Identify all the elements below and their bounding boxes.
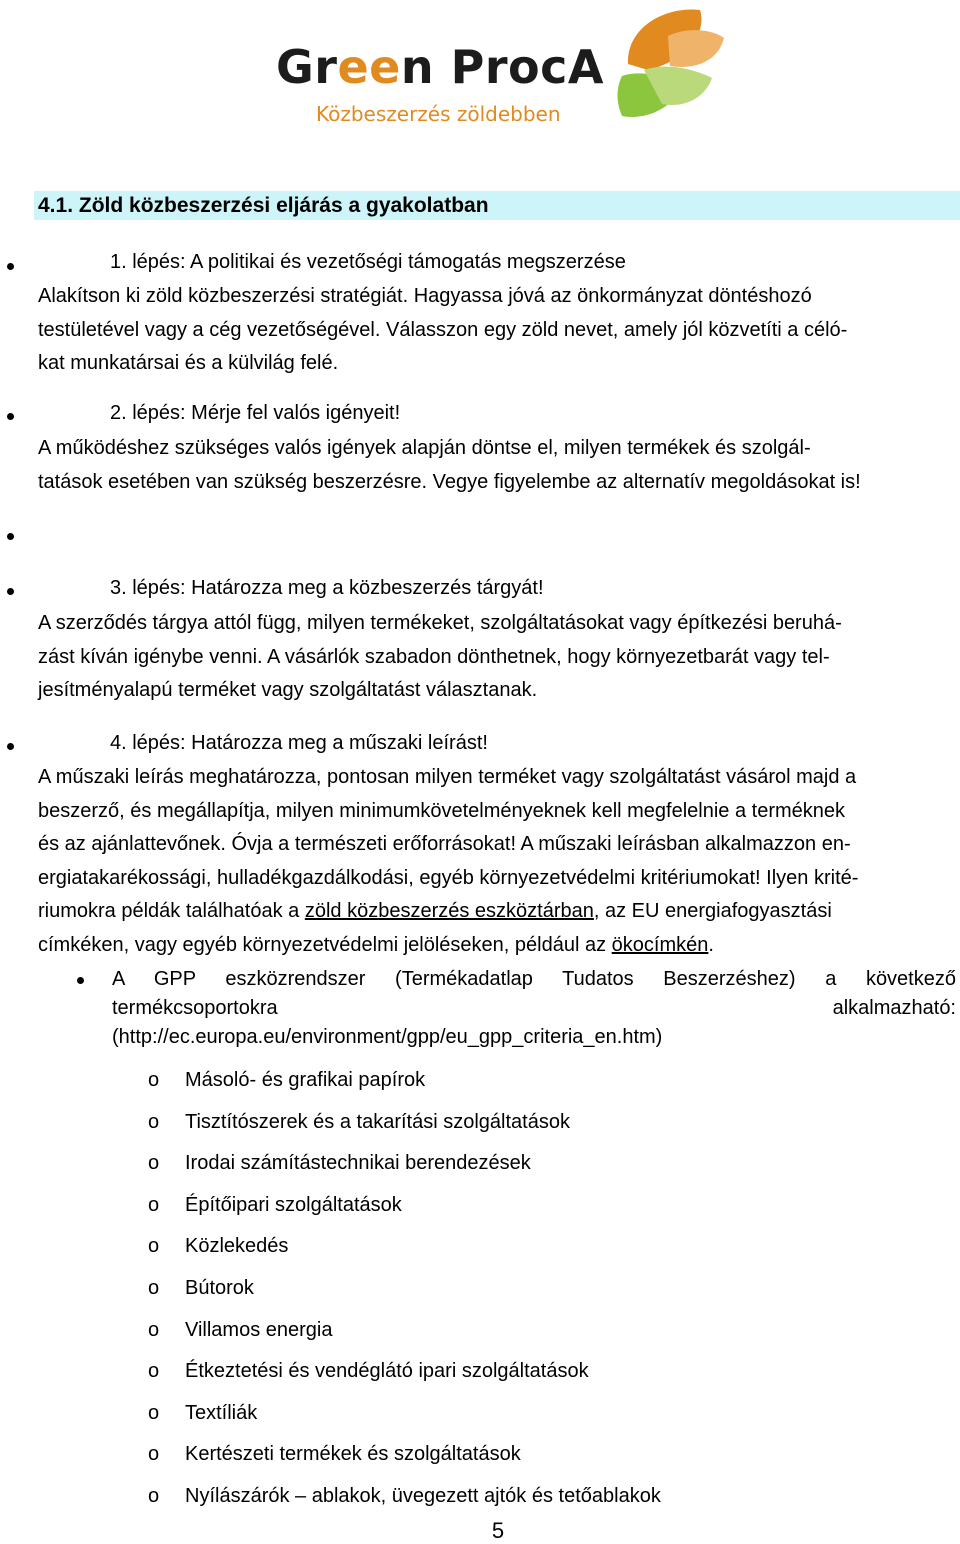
circle-bullet-icon: o [148,1360,160,1383]
list-item: o Villamos energia [148,1310,661,1352]
circle-bullet-icon: o [148,1152,160,1175]
ecolabel-link[interactable]: ökocímkén [611,933,709,956]
toolkit-link[interactable]: zöld közbeszerzés eszköztárban [304,900,594,922]
paragraph-line: jesítményalapú terméket vagy szolgáltatást választanak. [38,679,538,701]
circle-bullet-icon: o [148,1110,160,1133]
step-3-title: 3. lépés: Határozza meg a közbeszerzés tárgyát! [110,577,544,599]
paragraph-line: tatások esetében van szükség beszerzésre. Vegye figyelembe az alternatív megoldásokat is! [38,470,861,493]
list-item: o Irodai számítástechnikai berendezések [148,1143,661,1185]
paragraph-line: termékcsoportokra alkalmazható: [112,997,956,1019]
step-2-paragraph [38,432,953,499]
paragraph-line: testületével vagy a cég vezetőségével. Válasszon egy zöld nevet, amely jól közvetíti a céló- [38,318,848,341]
list-item: o Közlekedés [148,1226,661,1268]
list-item: o Textíliák [148,1393,661,1435]
leaf-logo-icon [608,4,726,124]
step-4-paragraph [38,761,953,962]
logo-title: Green ProcA [276,40,604,94]
paragraph-line: címkéken, vagy egyéb környezetvédelmi jelöléseken, például az ökocímkén. [38,933,714,956]
page-number: 5 [491,1518,505,1543]
bullet-icon [7,588,14,595]
paragraph-line: Alakítson ki zöld közbeszerzési stratégiát. Hagyassa jóvá az önkormányzat döntéshozó [38,285,812,307]
gpp-url: (http://ec.europa.eu/environment/gpp/eu_gpp_criteria_en.htm) [112,1026,663,1048]
circle-bullet-icon: o [148,1193,160,1216]
paragraph-line: A GPP eszközrendszer (Termékadatlap Tudatos Beszerzéshez) a következő [112,968,956,990]
paragraph-line: beszerző, és megállapítja, milyen minimumkövetelményeknek kell megfelelnie a terméknek [38,799,846,822]
circle-bullet-icon: o [148,1235,160,1258]
list-item: o Tisztítószerek és a takarítási szolgáltatások [148,1102,661,1144]
product-group-list [148,1060,661,1518]
circle-bullet-icon: o [148,1484,160,1507]
circle-bullet-icon: o [148,1318,160,1341]
step-2-title: 2. lépés: Mérje fel valós igényeit! [110,402,401,424]
paragraph-line: zást kíván igénybe venni. A vásárlók szabadon dönthetnek, hogy környezetbarát vagy tel- [38,645,830,668]
paragraph-line: A működéshez szükséges valós igények alapján döntse el, milyen termékek és szolgál- [38,437,811,459]
bullet-icon [7,263,14,270]
paragraph-line: A szerződés tárgya attól függ, milyen termékeket, szolgáltatásokat vagy építkezési beruhá- [38,612,842,634]
step-1-paragraph [38,280,953,381]
gpp-paragraph [112,965,956,1052]
bullet-icon [77,977,84,984]
circle-bullet-icon: o [148,1276,160,1299]
paragraph-line: és az ajánlattevőnek. Óvja a természeti erőforrásokat! A műszaki leírásban alkalmazzon en- [38,833,851,855]
paragraph-line: A műszaki leírás meghatározza, pontosan milyen terméket vagy szolgáltatást vásárol majd a [38,766,857,788]
step-1-title: 1. lépés: A politikai és vezetőségi támogatás megszerzése [110,251,626,273]
list-item: o Építőipari szolgáltatások [148,1185,661,1227]
logo-subtitle: Közbeszerzés zöldebben [316,102,561,126]
bullet-icon [7,413,14,420]
paragraph-line: ergiatakarékossági, hulladékgazdálkodási, egyéb környezetvédelmi kritériumokat! Ilyen krité- [38,866,859,889]
paragraph-line: riumokra példák találhatóak a zöld közbeszerzés eszköztárban, az EU energiafogyasztási [38,900,832,922]
circle-bullet-icon: o [148,1069,160,1091]
section-heading: 4.1. Zöld közbeszerzési eljárás a gyakolatban [34,191,960,220]
step-4-title: 4. lépés: Határozza meg a műszaki leírást! [110,732,488,754]
circle-bullet-icon: o [148,1443,160,1466]
paragraph-line: kat munkatársai és a külvilág felé. [38,352,339,374]
list-item: o Étkeztetési és vendéglátó ipari szolgáltatások [148,1351,661,1393]
circle-bullet-icon: o [148,1401,160,1424]
step-3-paragraph [38,607,953,708]
list-item: o Másoló- és grafikai papírok [148,1060,661,1102]
list-item: o Nyílászárók – ablakok, üvegezett ajtók és tetőablakok [148,1476,661,1518]
bullet-icon [7,533,14,540]
green-proca-logo [276,0,726,135]
list-item: o Bútorok [148,1268,661,1310]
bullet-icon [7,743,14,750]
list-item: o Kertészeti termékek és szolgáltatások [148,1434,661,1476]
